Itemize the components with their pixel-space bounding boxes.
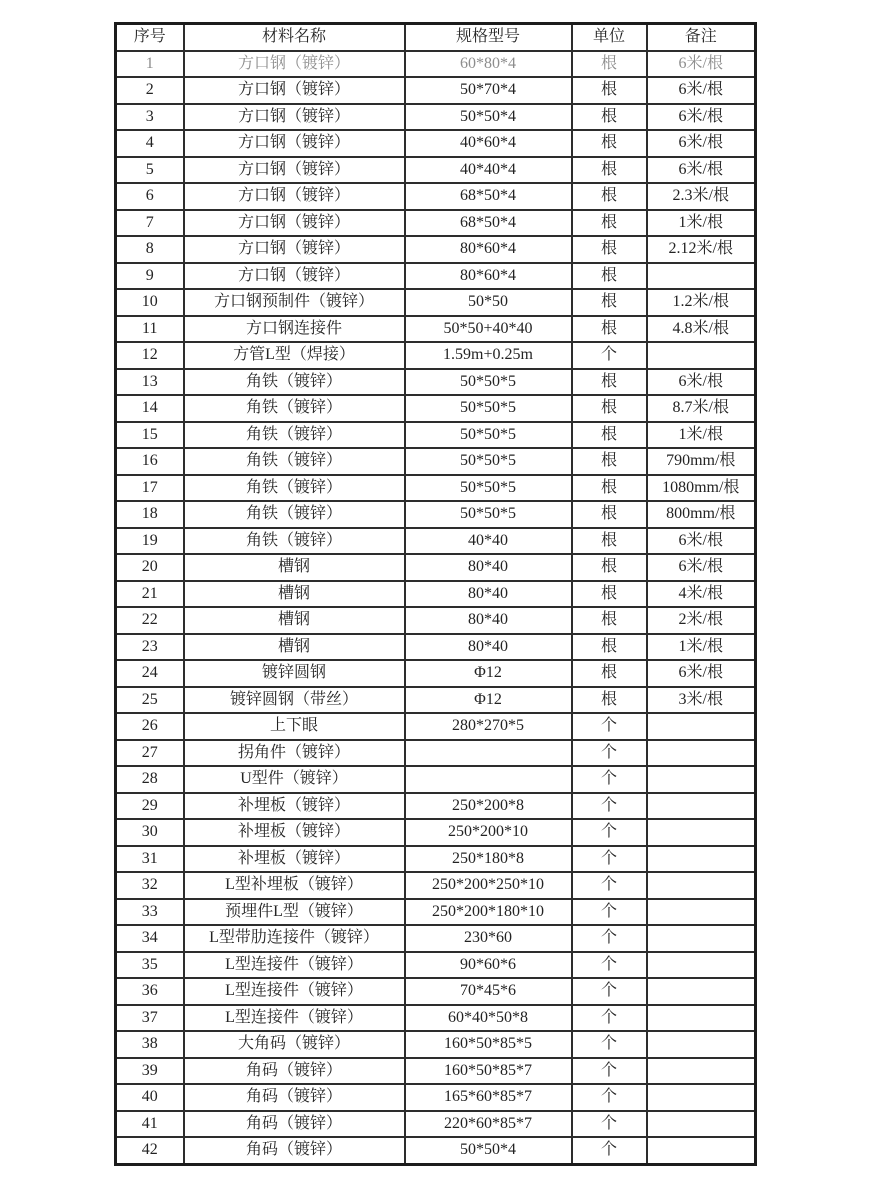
col-header-material-name: 材料名称 bbox=[184, 24, 405, 51]
cell-spec: 60*80*4 bbox=[405, 51, 572, 78]
table-row bbox=[116, 952, 756, 979]
cell-spec: 80*40 bbox=[405, 581, 572, 608]
cell-index: 19 bbox=[116, 528, 184, 555]
cell-remark: 6米/根 bbox=[647, 77, 756, 104]
cell-material-name: 方口钢（镀锌） bbox=[184, 130, 405, 157]
cell-spec: 70*45*6 bbox=[405, 978, 572, 1005]
cell-index: 38 bbox=[116, 1031, 184, 1058]
cell-spec: 80*60*4 bbox=[405, 263, 572, 290]
cell-remark bbox=[647, 1031, 756, 1058]
cell-index: 17 bbox=[116, 475, 184, 502]
cell-remark: 6米/根 bbox=[647, 660, 756, 687]
cell-spec: 280*270*5 bbox=[405, 713, 572, 740]
table-row bbox=[116, 819, 756, 846]
cell-spec: 80*40 bbox=[405, 607, 572, 634]
cell-remark: 1米/根 bbox=[647, 422, 756, 449]
cell-spec: 50*50*5 bbox=[405, 501, 572, 528]
cell-index: 15 bbox=[116, 422, 184, 449]
cell-index: 6 bbox=[116, 183, 184, 210]
cell-unit: 个 bbox=[572, 1137, 647, 1164]
cell-spec: Φ12 bbox=[405, 687, 572, 714]
table-row bbox=[116, 872, 756, 899]
cell-index: 28 bbox=[116, 766, 184, 793]
cell-remark: 6米/根 bbox=[647, 528, 756, 555]
cell-unit: 根 bbox=[572, 634, 647, 661]
table-row bbox=[116, 475, 756, 502]
cell-index: 42 bbox=[116, 1137, 184, 1164]
cell-remark bbox=[647, 1084, 756, 1111]
cell-spec: 50*70*4 bbox=[405, 77, 572, 104]
cell-unit: 根 bbox=[572, 369, 647, 396]
cell-remark bbox=[647, 819, 756, 846]
cell-remark bbox=[647, 342, 756, 369]
cell-material-name: 方口钢连接件 bbox=[184, 316, 405, 343]
table-row bbox=[116, 766, 756, 793]
cell-unit: 根 bbox=[572, 183, 647, 210]
cell-index: 39 bbox=[116, 1058, 184, 1085]
cell-index: 9 bbox=[116, 263, 184, 290]
cell-material-name: 角铁（镀锌） bbox=[184, 422, 405, 449]
cell-index: 36 bbox=[116, 978, 184, 1005]
table-row bbox=[116, 501, 756, 528]
cell-material-name: 补埋板（镀锌） bbox=[184, 846, 405, 873]
table-row bbox=[116, 687, 756, 714]
cell-unit: 个 bbox=[572, 766, 647, 793]
cell-index: 13 bbox=[116, 369, 184, 396]
cell-spec: 68*50*4 bbox=[405, 183, 572, 210]
cell-material-name: 方口钢（镀锌） bbox=[184, 51, 405, 78]
cell-spec: Φ12 bbox=[405, 660, 572, 687]
cell-spec: 250*200*10 bbox=[405, 819, 572, 846]
cell-index: 5 bbox=[116, 157, 184, 184]
table-body bbox=[116, 51, 756, 1165]
cell-material-name: 方口钢（镀锌） bbox=[184, 157, 405, 184]
table-row bbox=[116, 1084, 756, 1111]
cell-material-name: 槽钢 bbox=[184, 581, 405, 608]
cell-index: 24 bbox=[116, 660, 184, 687]
cell-material-name: 角码（镀锌） bbox=[184, 1111, 405, 1138]
cell-index: 3 bbox=[116, 104, 184, 131]
cell-spec: 50*50*5 bbox=[405, 395, 572, 422]
cell-remark bbox=[647, 1137, 756, 1164]
table-row bbox=[116, 978, 756, 1005]
table-row bbox=[116, 713, 756, 740]
cell-index: 12 bbox=[116, 342, 184, 369]
table-row bbox=[116, 316, 756, 343]
cell-unit: 个 bbox=[572, 819, 647, 846]
cell-spec: 40*40*4 bbox=[405, 157, 572, 184]
table-row bbox=[116, 581, 756, 608]
cell-material-name: 方管L型（焊接） bbox=[184, 342, 405, 369]
cell-material-name: 角码（镀锌） bbox=[184, 1137, 405, 1164]
cell-material-name: 补埋板（镀锌） bbox=[184, 819, 405, 846]
table-row bbox=[116, 1058, 756, 1085]
cell-material-name: 槽钢 bbox=[184, 634, 405, 661]
cell-material-name: 角铁（镀锌） bbox=[184, 501, 405, 528]
cell-unit: 个 bbox=[572, 342, 647, 369]
cell-material-name: 槽钢 bbox=[184, 607, 405, 634]
cell-spec: 1.59m+0.25m bbox=[405, 342, 572, 369]
table-row bbox=[116, 846, 756, 873]
cell-unit: 根 bbox=[572, 501, 647, 528]
cell-remark: 1米/根 bbox=[647, 210, 756, 237]
table-row bbox=[116, 793, 756, 820]
cell-index: 18 bbox=[116, 501, 184, 528]
cell-unit: 个 bbox=[572, 740, 647, 767]
table-row bbox=[116, 289, 756, 316]
cell-spec: 80*60*4 bbox=[405, 236, 572, 263]
cell-spec: 60*40*50*8 bbox=[405, 1005, 572, 1032]
cell-index: 21 bbox=[116, 581, 184, 608]
cell-index: 2 bbox=[116, 77, 184, 104]
cell-spec: 40*40 bbox=[405, 528, 572, 555]
table-row bbox=[116, 130, 756, 157]
cell-spec: 80*40 bbox=[405, 554, 572, 581]
cell-unit: 根 bbox=[572, 104, 647, 131]
cell-remark bbox=[647, 1111, 756, 1138]
cell-index: 20 bbox=[116, 554, 184, 581]
cell-remark: 6米/根 bbox=[647, 369, 756, 396]
table-row bbox=[116, 660, 756, 687]
cell-remark bbox=[647, 978, 756, 1005]
col-header-remark: 备注 bbox=[647, 24, 756, 51]
cell-unit: 根 bbox=[572, 51, 647, 78]
cell-material-name: 方口钢（镀锌） bbox=[184, 210, 405, 237]
table-row bbox=[116, 395, 756, 422]
cell-unit: 个 bbox=[572, 1031, 647, 1058]
table-row bbox=[116, 1137, 756, 1164]
cell-material-name: 方口钢（镀锌） bbox=[184, 77, 405, 104]
cell-spec: 250*200*180*10 bbox=[405, 899, 572, 926]
cell-material-name: 方口钢预制件（镀锌） bbox=[184, 289, 405, 316]
cell-material-name: 上下眼 bbox=[184, 713, 405, 740]
cell-index: 37 bbox=[116, 1005, 184, 1032]
table-row bbox=[116, 369, 756, 396]
col-header-unit: 单位 bbox=[572, 24, 647, 51]
table-row bbox=[116, 77, 756, 104]
table-row bbox=[116, 634, 756, 661]
cell-material-name: 角码（镀锌） bbox=[184, 1084, 405, 1111]
cell-material-name: 方口钢（镀锌） bbox=[184, 104, 405, 131]
cell-index: 41 bbox=[116, 1111, 184, 1138]
col-header-spec: 规格型号 bbox=[405, 24, 572, 51]
cell-index: 7 bbox=[116, 210, 184, 237]
cell-remark: 6米/根 bbox=[647, 104, 756, 131]
cell-index: 30 bbox=[116, 819, 184, 846]
cell-spec: 250*180*8 bbox=[405, 846, 572, 873]
table-row bbox=[116, 157, 756, 184]
cell-material-name: 槽钢 bbox=[184, 554, 405, 581]
table-header-row bbox=[116, 24, 756, 51]
cell-spec: 50*50*5 bbox=[405, 475, 572, 502]
table-row bbox=[116, 1031, 756, 1058]
table-row bbox=[116, 740, 756, 767]
cell-remark: 2.12米/根 bbox=[647, 236, 756, 263]
cell-material-name: 角铁（镀锌） bbox=[184, 395, 405, 422]
cell-index: 14 bbox=[116, 395, 184, 422]
cell-index: 31 bbox=[116, 846, 184, 873]
cell-remark: 4米/根 bbox=[647, 581, 756, 608]
cell-spec: 250*200*250*10 bbox=[405, 872, 572, 899]
cell-remark: 2米/根 bbox=[647, 607, 756, 634]
cell-unit: 根 bbox=[572, 263, 647, 290]
cell-unit: 根 bbox=[572, 448, 647, 475]
cell-remark bbox=[647, 925, 756, 952]
cell-remark bbox=[647, 1058, 756, 1085]
cell-spec: 160*50*85*5 bbox=[405, 1031, 572, 1058]
cell-material-name: 预埋件L型（镀锌） bbox=[184, 899, 405, 926]
cell-index: 23 bbox=[116, 634, 184, 661]
cell-remark: 3米/根 bbox=[647, 687, 756, 714]
cell-spec: 230*60 bbox=[405, 925, 572, 952]
table-row bbox=[116, 1005, 756, 1032]
cell-spec: 165*60*85*7 bbox=[405, 1084, 572, 1111]
cell-unit: 个 bbox=[572, 793, 647, 820]
cell-remark: 1米/根 bbox=[647, 634, 756, 661]
cell-unit: 个 bbox=[572, 925, 647, 952]
cell-material-name: 补埋板（镀锌） bbox=[184, 793, 405, 820]
cell-remark: 6米/根 bbox=[647, 554, 756, 581]
cell-remark bbox=[647, 846, 756, 873]
cell-unit: 根 bbox=[572, 660, 647, 687]
cell-remark: 4.8米/根 bbox=[647, 316, 756, 343]
table-row bbox=[116, 607, 756, 634]
cell-spec bbox=[405, 740, 572, 767]
cell-material-name: 方口钢（镀锌） bbox=[184, 263, 405, 290]
cell-remark: 8.7米/根 bbox=[647, 395, 756, 422]
cell-unit: 个 bbox=[572, 846, 647, 873]
cell-spec: 50*50*5 bbox=[405, 448, 572, 475]
cell-spec bbox=[405, 766, 572, 793]
table-row bbox=[116, 1111, 756, 1138]
cell-remark: 790mm/根 bbox=[647, 448, 756, 475]
cell-index: 11 bbox=[116, 316, 184, 343]
cell-spec: 68*50*4 bbox=[405, 210, 572, 237]
cell-unit: 根 bbox=[572, 475, 647, 502]
cell-material-name: U型件（镀锌） bbox=[184, 766, 405, 793]
cell-index: 25 bbox=[116, 687, 184, 714]
cell-material-name: 角铁（镀锌） bbox=[184, 475, 405, 502]
cell-material-name: L型带肋连接件（镀锌） bbox=[184, 925, 405, 952]
cell-unit: 个 bbox=[572, 952, 647, 979]
cell-unit: 个 bbox=[572, 872, 647, 899]
cell-material-name: 角铁（镀锌） bbox=[184, 448, 405, 475]
cell-unit: 个 bbox=[572, 1058, 647, 1085]
table-row bbox=[116, 925, 756, 952]
cell-material-name: 方口钢（镀锌） bbox=[184, 236, 405, 263]
materials-table bbox=[114, 22, 757, 1166]
cell-remark bbox=[647, 713, 756, 740]
cell-remark bbox=[647, 872, 756, 899]
cell-index: 35 bbox=[116, 952, 184, 979]
cell-remark bbox=[647, 952, 756, 979]
cell-remark bbox=[647, 740, 756, 767]
cell-unit: 根 bbox=[572, 130, 647, 157]
table-row bbox=[116, 210, 756, 237]
cell-remark: 1080mm/根 bbox=[647, 475, 756, 502]
cell-remark: 800mm/根 bbox=[647, 501, 756, 528]
cell-index: 33 bbox=[116, 899, 184, 926]
cell-material-name: L型补埋板（镀锌） bbox=[184, 872, 405, 899]
cell-material-name: L型连接件（镀锌） bbox=[184, 1005, 405, 1032]
cell-remark: 1.2米/根 bbox=[647, 289, 756, 316]
cell-remark bbox=[647, 899, 756, 926]
table-row bbox=[116, 448, 756, 475]
cell-unit: 根 bbox=[572, 77, 647, 104]
cell-unit: 根 bbox=[572, 395, 647, 422]
cell-material-name: L型连接件（镀锌） bbox=[184, 952, 405, 979]
table-row bbox=[116, 342, 756, 369]
table-row bbox=[116, 263, 756, 290]
cell-index: 22 bbox=[116, 607, 184, 634]
cell-spec: 50*50*5 bbox=[405, 369, 572, 396]
cell-index: 16 bbox=[116, 448, 184, 475]
cell-spec: 50*50 bbox=[405, 289, 572, 316]
cell-unit: 个 bbox=[572, 1084, 647, 1111]
cell-unit: 根 bbox=[572, 554, 647, 581]
cell-unit: 根 bbox=[572, 210, 647, 237]
table-row bbox=[116, 104, 756, 131]
cell-remark bbox=[647, 263, 756, 290]
cell-spec: 50*50*4 bbox=[405, 104, 572, 131]
cell-index: 8 bbox=[116, 236, 184, 263]
cell-spec: 50*50+40*40 bbox=[405, 316, 572, 343]
table-row bbox=[116, 236, 756, 263]
cell-material-name: 镀锌圆钢（带丝） bbox=[184, 687, 405, 714]
cell-remark bbox=[647, 766, 756, 793]
cell-unit: 个 bbox=[572, 978, 647, 1005]
cell-material-name: 角码（镀锌） bbox=[184, 1058, 405, 1085]
cell-remark: 6米/根 bbox=[647, 130, 756, 157]
cell-material-name: 方口钢（镀锌） bbox=[184, 183, 405, 210]
cell-material-name: 角铁（镀锌） bbox=[184, 369, 405, 396]
cell-unit: 个 bbox=[572, 1005, 647, 1032]
cell-index: 40 bbox=[116, 1084, 184, 1111]
cell-unit: 根 bbox=[572, 528, 647, 555]
table-row bbox=[116, 554, 756, 581]
cell-material-name: 大角码（镀锌） bbox=[184, 1031, 405, 1058]
table-row bbox=[116, 422, 756, 449]
cell-unit: 根 bbox=[572, 422, 647, 449]
cell-spec: 160*50*85*7 bbox=[405, 1058, 572, 1085]
cell-index: 26 bbox=[116, 713, 184, 740]
cell-spec: 220*60*85*7 bbox=[405, 1111, 572, 1138]
cell-unit: 根 bbox=[572, 157, 647, 184]
cell-spec: 50*50*4 bbox=[405, 1137, 572, 1164]
cell-spec: 250*200*8 bbox=[405, 793, 572, 820]
cell-index: 27 bbox=[116, 740, 184, 767]
cell-index: 4 bbox=[116, 130, 184, 157]
cell-remark: 6米/根 bbox=[647, 157, 756, 184]
cell-unit: 个 bbox=[572, 899, 647, 926]
cell-spec: 80*40 bbox=[405, 634, 572, 661]
cell-index: 34 bbox=[116, 925, 184, 952]
cell-index: 29 bbox=[116, 793, 184, 820]
col-header-index: 序号 bbox=[116, 24, 184, 51]
cell-material-name: 角铁（镀锌） bbox=[184, 528, 405, 555]
cell-material-name: 拐角件（镀锌） bbox=[184, 740, 405, 767]
table-row bbox=[116, 528, 756, 555]
cell-unit: 根 bbox=[572, 581, 647, 608]
cell-remark bbox=[647, 1005, 756, 1032]
cell-material-name: L型连接件（镀锌） bbox=[184, 978, 405, 1005]
cell-index: 1 bbox=[116, 51, 184, 78]
cell-index: 32 bbox=[116, 872, 184, 899]
cell-remark bbox=[647, 793, 756, 820]
cell-unit: 个 bbox=[572, 1111, 647, 1138]
cell-unit: 根 bbox=[572, 687, 647, 714]
table-row bbox=[116, 51, 756, 78]
cell-unit: 根 bbox=[572, 316, 647, 343]
cell-remark: 2.3米/根 bbox=[647, 183, 756, 210]
cell-remark: 6米/根 bbox=[647, 51, 756, 78]
table-row bbox=[116, 899, 756, 926]
cell-spec: 90*60*6 bbox=[405, 952, 572, 979]
cell-unit: 个 bbox=[572, 713, 647, 740]
cell-unit: 根 bbox=[572, 289, 647, 316]
table-row bbox=[116, 183, 756, 210]
cell-material-name: 镀锌圆钢 bbox=[184, 660, 405, 687]
cell-spec: 40*60*4 bbox=[405, 130, 572, 157]
cell-unit: 根 bbox=[572, 236, 647, 263]
cell-index: 10 bbox=[116, 289, 184, 316]
cell-unit: 根 bbox=[572, 607, 647, 634]
cell-spec: 50*50*5 bbox=[405, 422, 572, 449]
